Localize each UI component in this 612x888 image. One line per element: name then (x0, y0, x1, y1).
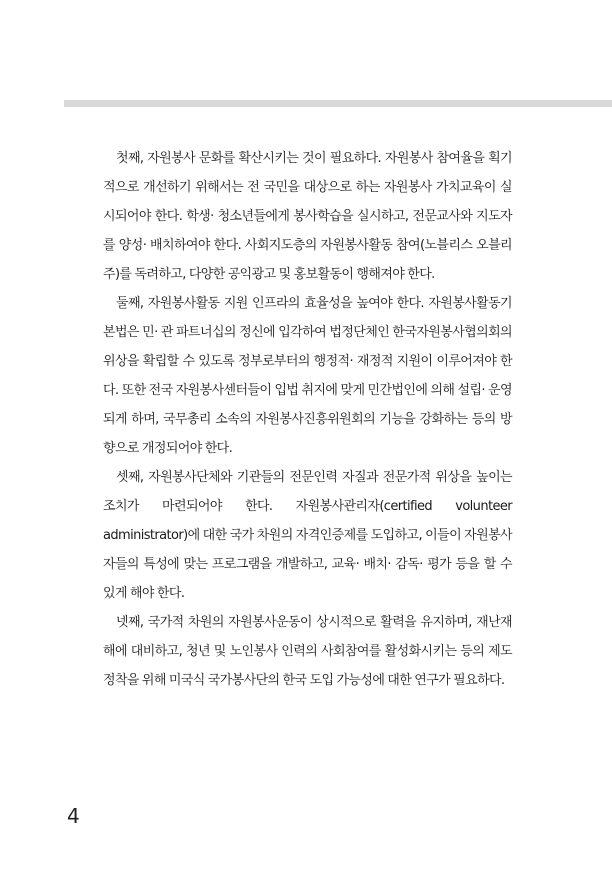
page-number: 4 (67, 804, 80, 828)
body-text (103, 144, 512, 695)
paragraph-3: 셋째, 자원봉사단체와 기관들의 전문인력 자질과 전문가적 위상을 높이는 조치가 마련되어야 한다. 자원봉사관리자(certified volunteer administrator)에 대한 국가 차원의 자격인증제를 도입하고, 이들이 자원봉사자들의 특성에 맞는 프로그램을 개발하고, 교육· 배치· 감독· 평가 등을 할 수 있게 해야 한다. (103, 470, 512, 601)
paragraph-2: 둘째, 자원봉사활동 지원 인프라의 효율성을 높여야 한다. 자원봉사활동기본법은 민· 관 파트너십의 정신에 입각하여 법정단체인 한국자원봉사협의회의 위상을 확립할 수 있도록 정부로부터의 행정적· 재정적 지원이 이루어져야 한다. 또한 전국 자원봉사센터들이 입법 취지에 맞게 민간법인에 의해 설립· 운영되게 하며, 국무총리 소속의 자원봉사진흥위원회의 기능을 강화하는 등의 방향으로 개정되어야 한다. (103, 296, 512, 456)
paragraph-1: 첫째, 자원봉사 문화를 확산시키는 것이 필요하다. 자원봉사 참여율을 획기적으로 개선하기 위해서는 전 국민을 대상으로 하는 자원봉사 가치교육이 실시되어야 한다. 학생· 청소년들에게 봉사학습을 실시하고, 전문교사와 지도자를 양성· 배치하여야 한다. 사회지도층의 자원봉사활동 참여(노블리스 오블리주)를 독려하고, 다양한 공익광고 및 홍보활동이 행해져야 한다. (103, 151, 512, 282)
paragraph-4: 넷째, 국가적 차원의 자원봉사운동이 상시적으로 활력을 유지하며, 재난재해에 대비하고, 청년 및 노인봉사 인력의 사회참여를 활성화시키는 등의 제도 정착을 위해 미국식 국가봉사단의 한국 도입 가능성에 대한 연구가 필요하다. (103, 615, 512, 688)
header-rule (64, 100, 612, 107)
